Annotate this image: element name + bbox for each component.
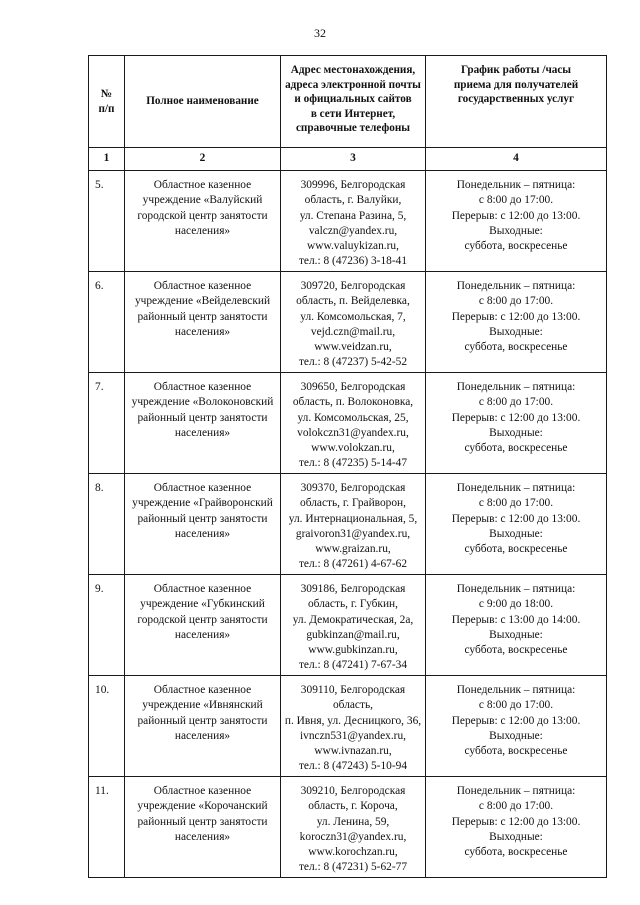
address-cell <box>281 373 426 474</box>
schedule-line: Перерыв: с 12:00 до 13:00. <box>451 512 581 525</box>
header-address-line: Адрес местонахождения, <box>290 64 416 76</box>
institution-name-line: населения» <box>174 325 231 338</box>
schedule-line: суббота, воскресенье <box>464 543 568 556</box>
row-number-cell: 9. <box>89 575 125 676</box>
address-line: область, г. Короча, <box>308 800 398 813</box>
schedule-line: Выходные: <box>489 729 543 742</box>
row-number-cell: 11. <box>89 777 125 878</box>
table-header-row <box>89 56 607 148</box>
schedule-line: с 8:00 до 17:00. <box>478 699 554 712</box>
schedule-line: суббота, воскресенье <box>464 644 568 657</box>
header-num <box>89 56 125 148</box>
schedule-line: с 9:00 до 18:00. <box>478 598 554 611</box>
schedule-line: с 8:00 до 17:00. <box>478 194 554 207</box>
address-line: valczn@yandex.ru, <box>308 224 398 237</box>
institution-name-cell <box>125 373 281 474</box>
address-line: п. Ивня, ул. Десницкого, 36, <box>284 714 422 727</box>
header-name <box>125 56 281 148</box>
schedule-line: с 8:00 до 17:00. <box>478 396 554 409</box>
header-address-line: и официальных сайтов <box>294 93 412 106</box>
header-schedule <box>426 56 607 148</box>
schedule-line: Перерыв: с 13:00 до 14:00. <box>451 613 581 626</box>
institution-name-line: районный центр занятости <box>137 714 268 727</box>
institution-name-cell <box>125 777 281 878</box>
row-number-cell: 5. <box>89 171 125 272</box>
address-line: www.volokzan.ru, <box>311 442 395 455</box>
column-index-cell: 3 <box>281 148 426 171</box>
table-row <box>89 777 607 878</box>
schedule-cell <box>426 777 607 878</box>
address-line: gubkinzan@mail.ru, <box>306 628 400 641</box>
institution-name-line: населения» <box>174 224 231 237</box>
institution-name-line: учреждение «Волоконовский <box>131 396 274 409</box>
schedule-line: Перерыв: с 12:00 до 13:00. <box>451 714 581 727</box>
institution-name-line: районный центр занятости <box>137 815 268 828</box>
institution-name-line: Областное казенное <box>153 179 252 191</box>
address-line: 309720, Белгородская <box>300 280 406 292</box>
header-schedule-line: График работы /часы <box>460 64 572 76</box>
schedule-line: Выходные: <box>489 628 543 641</box>
address-line: область, г. Грайворон, <box>300 497 406 510</box>
address-line: тел.: 8 (47243) 5-10-94 <box>298 760 408 773</box>
schedule-line: суббота, воскресенье <box>464 745 568 758</box>
schedule-cell <box>426 373 607 474</box>
address-line: ул. Интернациональная, 5, <box>288 512 418 525</box>
institution-name-line: учреждение «Вейделевский <box>134 295 271 308</box>
header-name-line: Полное наименование <box>146 95 259 108</box>
address-line: www.korochzan.ru, <box>308 846 398 859</box>
institution-name-line: городской центр занятости <box>137 209 268 222</box>
address-line: 309370, Белгородская <box>300 482 406 494</box>
schedule-line: Выходные: <box>489 325 543 338</box>
schedule-cell <box>426 676 607 777</box>
address-line: 309210, Белгородская <box>300 785 406 797</box>
institution-name-line: Областное казенное <box>153 785 252 797</box>
address-line: тел.: 8 (47235) 5-14-47 <box>298 457 408 470</box>
column-index-cell: 2 <box>125 148 281 171</box>
institution-name-line: населения» <box>174 527 231 540</box>
address-line: www.valuykizan.ru, <box>307 240 399 253</box>
row-number-cell: 10. <box>89 676 125 777</box>
address-line: 309650, Белгородская <box>300 381 406 393</box>
schedule-line: с 8:00 до 17:00. <box>478 497 554 510</box>
institution-name-line: Областное казенное <box>153 381 252 393</box>
institution-name-line: Областное казенное <box>153 583 252 595</box>
institution-name-line: районный центр занятости <box>137 512 268 525</box>
schedule-cell <box>426 272 607 373</box>
header-num-line: п/п <box>98 102 115 115</box>
schedule-line: Понедельник – пятница: <box>456 583 576 595</box>
address-line: ул. Демократическая, 2а, <box>292 613 414 626</box>
address-line: область, г. Валуйки, <box>304 194 402 207</box>
schedule-line: суббота, воскресенье <box>464 442 568 455</box>
schedule-line: Выходные: <box>489 426 543 439</box>
institution-name-line: Областное казенное <box>153 482 252 494</box>
header-schedule-line: государственных услуг <box>457 93 575 106</box>
institution-name-line: населения» <box>174 729 231 742</box>
institution-name-line: районный центр занятости <box>137 411 268 424</box>
table-row <box>89 575 607 676</box>
employment-centers-table <box>88 55 607 878</box>
institution-name-cell <box>125 676 281 777</box>
institution-name-line: учреждение «Валуйский <box>142 194 263 207</box>
address-line: область, п. Волоконовка, <box>292 396 414 409</box>
schedule-line: Выходные: <box>489 830 543 843</box>
institution-name-line: Областное казенное <box>153 280 252 292</box>
address-line: www.ivnazan.ru, <box>314 745 392 758</box>
row-number-cell: 8. <box>89 474 125 575</box>
institution-name-line: районный центр занятости <box>137 310 268 323</box>
address-cell <box>281 777 426 878</box>
address-line: область, <box>332 699 374 712</box>
address-line: koroczn31@yandex.ru, <box>299 830 407 843</box>
address-line: тел.: 8 (47241) 7-67-34 <box>298 659 408 672</box>
address-line: 309186, Белгородская <box>300 583 406 595</box>
address-line: тел.: 8 (47236) 3-18-41 <box>298 255 408 268</box>
page-number: 32 <box>314 26 326 40</box>
institution-name-cell <box>125 474 281 575</box>
header-address-line: адреса электронной почты <box>285 78 421 91</box>
address-line: www.gubkinzan.ru, <box>308 644 398 657</box>
schedule-line: Понедельник – пятница: <box>456 179 576 191</box>
address-line: 309110, Белгородская <box>300 684 406 696</box>
schedule-cell <box>426 474 607 575</box>
address-line: тел.: 8 (47237) 5-42-52 <box>298 356 408 369</box>
institution-name-cell <box>125 171 281 272</box>
address-line: ул. Комсомольская, 7, <box>300 310 406 323</box>
table-row <box>89 171 607 272</box>
schedule-line: Перерыв: с 12:00 до 13:00. <box>451 815 581 828</box>
institution-name-line: учреждение «Губкинский <box>140 598 265 611</box>
address-cell <box>281 474 426 575</box>
address-cell <box>281 575 426 676</box>
address-line: ул. Ленина, 59, <box>316 815 390 828</box>
schedule-line: Перерыв: с 12:00 до 13:00. <box>451 411 581 424</box>
address-line: www.graizan.ru, <box>315 543 391 556</box>
institution-name-cell <box>125 272 281 373</box>
institution-name-line: населения» <box>174 830 231 843</box>
schedule-line: Выходные: <box>489 224 543 237</box>
address-line: ул. Комсомольская, 25, <box>297 411 409 424</box>
header-schedule-line: приема для получателей <box>453 78 579 91</box>
institution-name-line: населения» <box>174 426 231 439</box>
institution-name-line: учреждение «Корочанский <box>137 800 268 813</box>
schedule-line: Понедельник – пятница: <box>456 381 576 393</box>
address-line: область, г. Губкин, <box>307 598 399 611</box>
address-line: vejd.czn@mail.ru, <box>310 325 396 338</box>
institution-name-line: населения» <box>174 628 231 641</box>
table-body <box>89 171 607 878</box>
address-cell <box>281 676 426 777</box>
table-row <box>89 474 607 575</box>
address-line: тел.: 8 (47231) 5-62-77 <box>298 861 408 874</box>
address-line: graivoron31@yandex.ru, <box>295 527 411 540</box>
address-line: volokczn31@yandex.ru, <box>297 426 409 439</box>
institution-name-line: учреждение «Грайворонский <box>132 497 273 510</box>
header-num-line: № <box>100 87 113 100</box>
row-number-cell: 6. <box>89 272 125 373</box>
column-index-cell: 4 <box>426 148 607 171</box>
schedule-line: Перерыв: с 12:00 до 13:00. <box>451 310 581 323</box>
address-line: 309996, Белгородская <box>300 179 406 191</box>
schedule-line: Понедельник – пятница: <box>456 684 576 696</box>
schedule-line: Понедельник – пятница: <box>456 785 576 797</box>
schedule-line: суббота, воскресенье <box>464 846 568 859</box>
schedule-line: суббота, воскресенье <box>464 240 568 253</box>
address-cell <box>281 171 426 272</box>
schedule-line: с 8:00 до 17:00. <box>478 295 554 308</box>
institution-name-line: Областное казенное <box>153 684 252 696</box>
schedule-line: с 8:00 до 17:00. <box>478 800 554 813</box>
schedule-line: Понедельник – пятница: <box>456 482 576 494</box>
institution-name-line: городской центр занятости <box>137 613 268 626</box>
table-row <box>89 272 607 373</box>
schedule-cell <box>426 171 607 272</box>
schedule-line: суббота, воскресенье <box>464 341 568 354</box>
address-cell <box>281 272 426 373</box>
column-index-cell: 1 <box>89 148 125 171</box>
address-line: ivnczn531@yandex.ru, <box>299 729 406 742</box>
schedule-line: Понедельник – пятница: <box>456 280 576 292</box>
institution-name-cell <box>125 575 281 676</box>
address-line: область, п. Вейделевка, <box>296 295 410 308</box>
table-row <box>89 373 607 474</box>
header-address-line: в сети Интернет, <box>310 107 396 120</box>
column-index-row <box>89 148 607 171</box>
header-address-line: справочные телефоны <box>295 122 411 135</box>
address-line: www.veidzan.ru, <box>314 341 392 354</box>
header-address <box>281 56 426 148</box>
schedule-cell <box>426 575 607 676</box>
row-number-cell: 7. <box>89 373 125 474</box>
schedule-line: Перерыв: с 12:00 до 13:00. <box>451 209 581 222</box>
table-row <box>89 676 607 777</box>
address-line: ул. Степана Разина, 5, <box>299 209 407 222</box>
address-line: тел.: 8 (47261) 4-67-62 <box>298 558 408 571</box>
schedule-line: Выходные: <box>489 527 543 540</box>
institution-name-line: учреждение «Ивнянский <box>142 699 263 712</box>
